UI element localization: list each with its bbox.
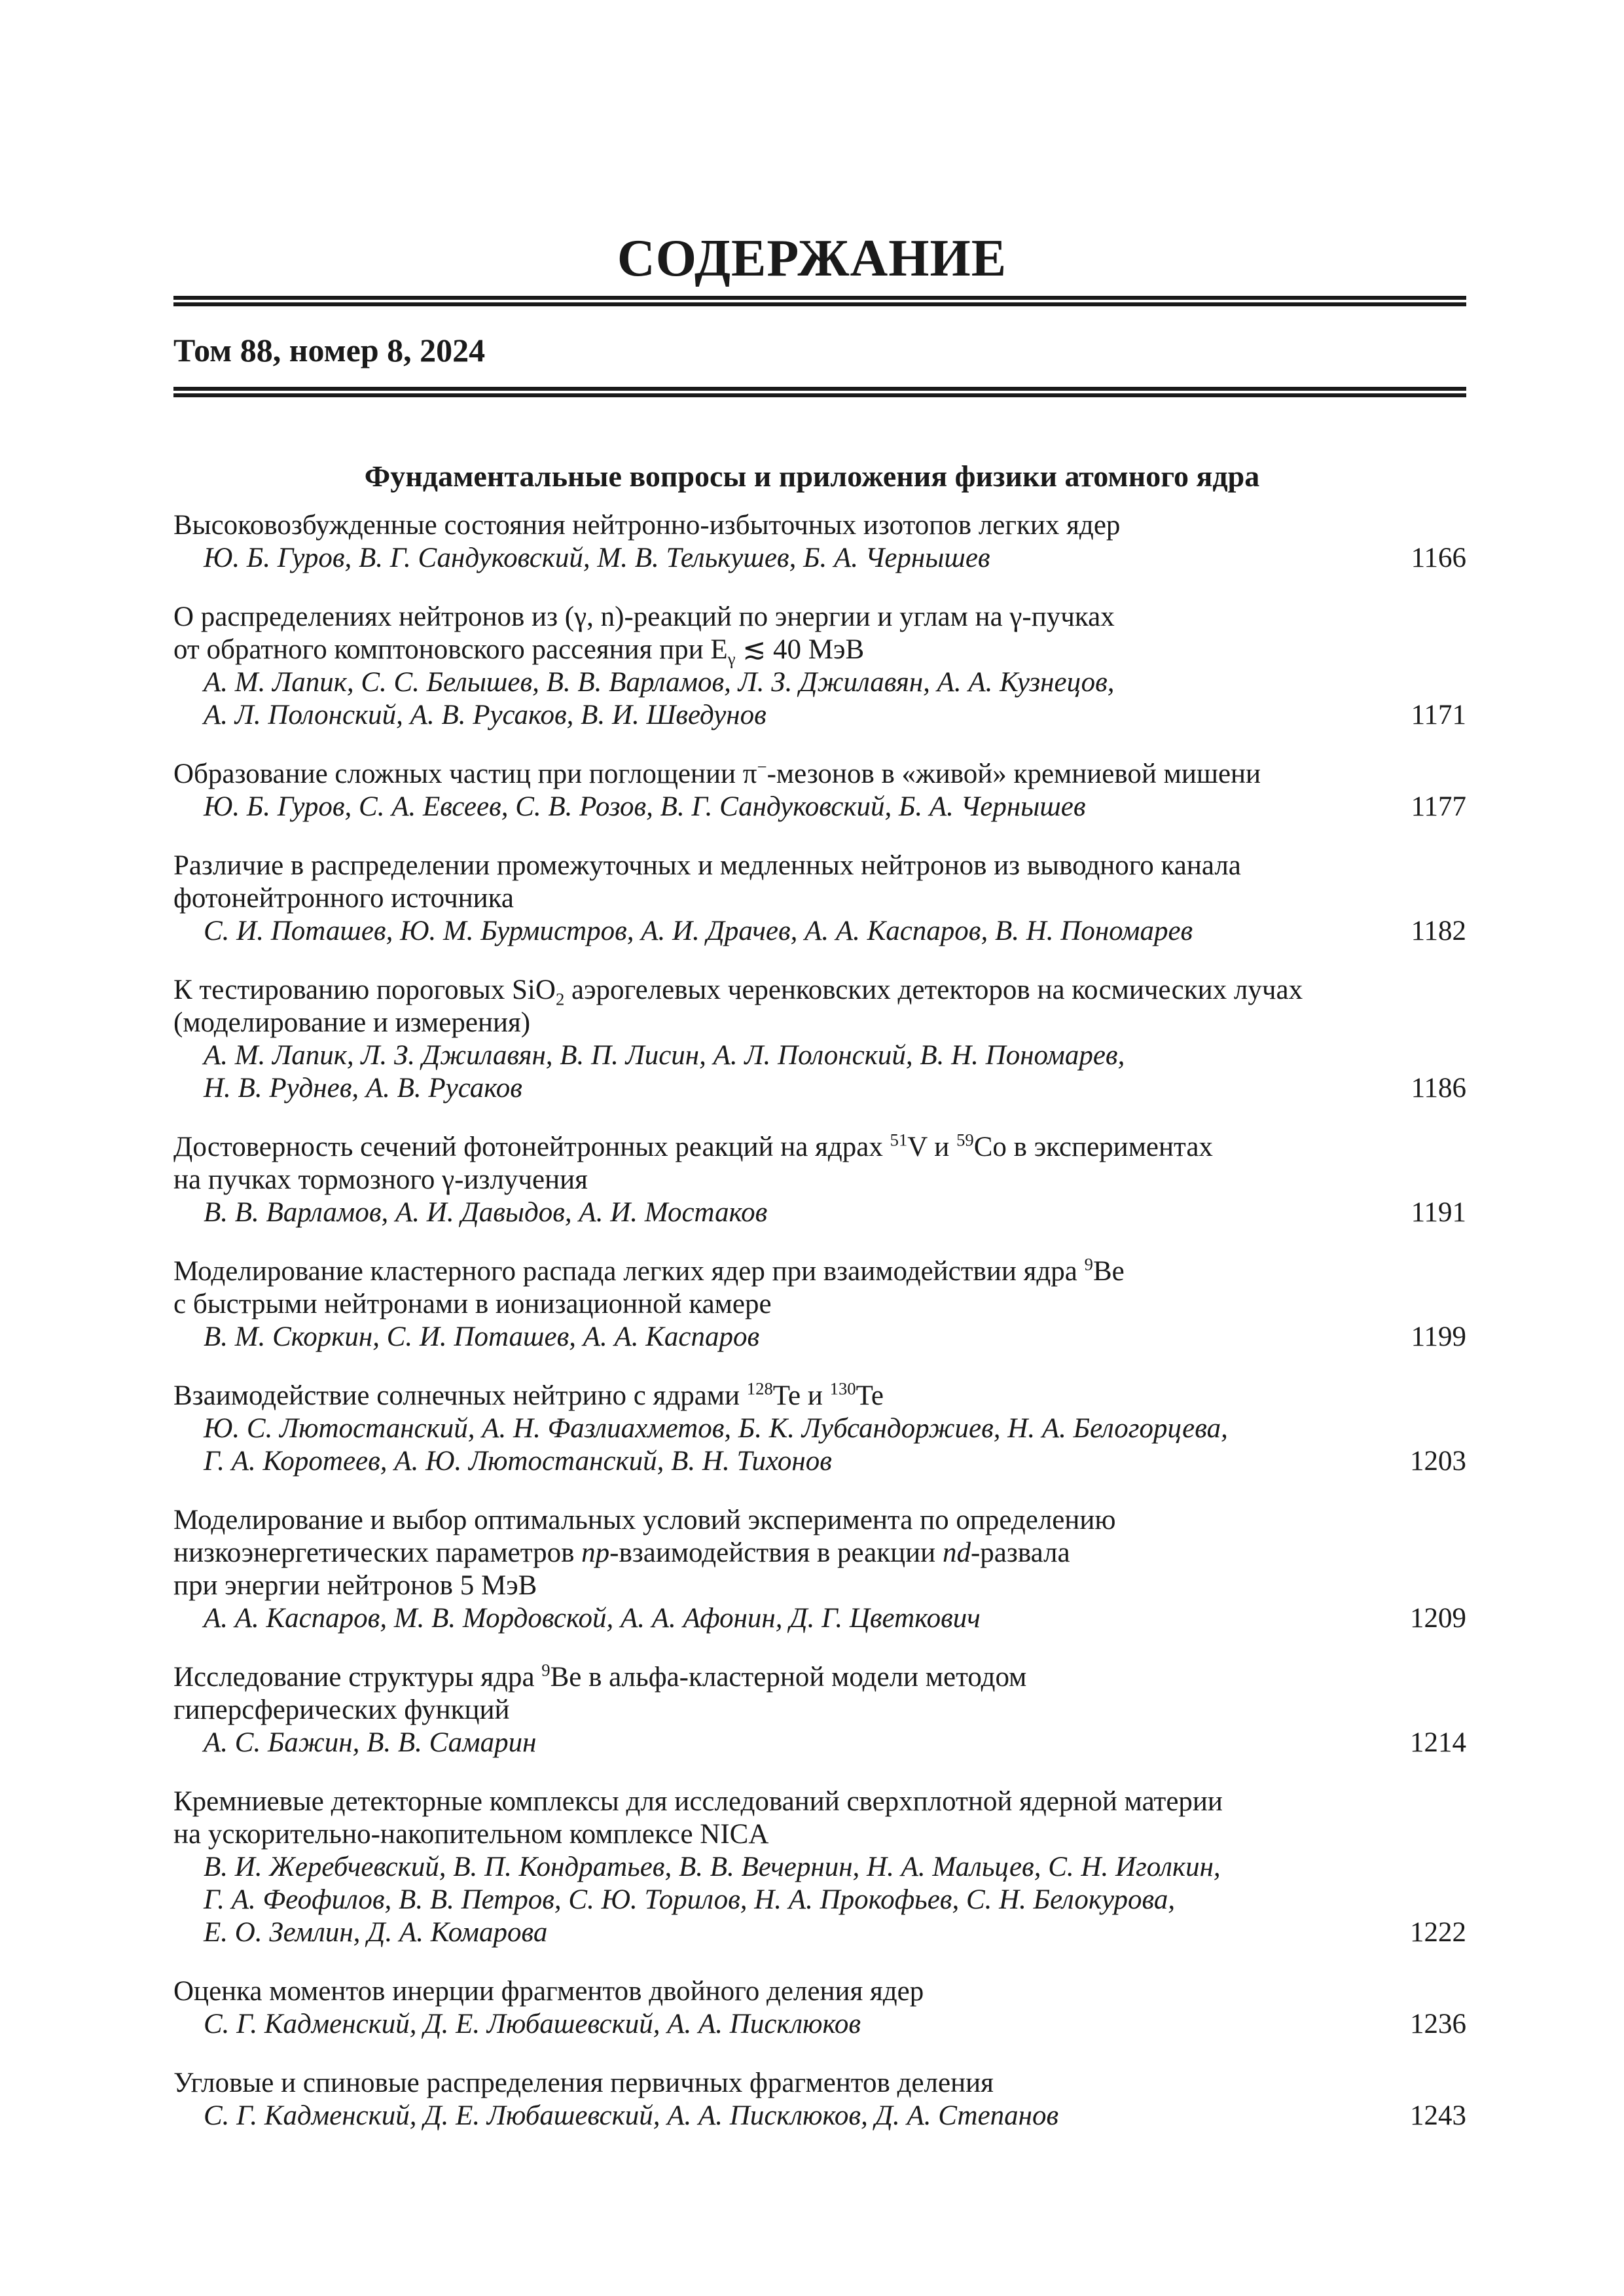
page-number: 1191 <box>1411 1197 1466 1228</box>
article-authors <box>173 542 1466 575</box>
article-title <box>173 1785 1466 1851</box>
article-title-line: низкоэнергетических параметров np-взаимодействия в реакции nd-развала <box>173 1537 1070 1568</box>
article-authors <box>173 791 1466 823</box>
article-authors-line: С. И. Поташев, Ю. М. Бурмистров, А. И. Драчев, А. А. Каспаров, В. Н. Пономарев <box>204 916 1193 946</box>
toc-entry[interactable] <box>173 974 1466 1105</box>
article-authors-line: С. Г. Кадменский, Д. Е. Любашевский, А. А. Писклюков <box>204 2009 861 2039</box>
article-title-line: Достоверность сечений фотонейтронных реакций на ядрах $^{51}$V и $^{59}$Co в экспериментах <box>173 1130 1213 1162</box>
article-authors <box>173 1727 1466 1759</box>
toc-entry[interactable] <box>173 1380 1466 1478</box>
issue-info: Том 88, номер 8, 2024 <box>173 332 486 368</box>
article-title <box>173 850 1466 915</box>
toc-entry[interactable] <box>173 509 1466 575</box>
article-authors <box>173 1039 1466 1105</box>
article-title-line: Высоковозбужденные состояния нейтронно-избыточных изотопов легких ядер <box>173 510 1121 541</box>
header-top-rule <box>173 296 1466 306</box>
section-heading: Фундаментальные вопросы и приложения физики атомного ядра <box>364 459 1260 493</box>
article-authors-line: Ю. Б. Гуров, С. А. Евсеев, С. В. Розов, В. Г. Сандуковский, Б. А. Чернышев <box>204 791 1086 822</box>
article-title <box>173 974 1466 1039</box>
toc-entry[interactable] <box>173 1975 1466 2041</box>
page-title: СОДЕРЖАНИЕ <box>617 230 1007 287</box>
article-title-line: на ускорительно-накопительном комплексе NICA <box>173 1819 769 1850</box>
article-title-line: Моделирование кластерного распада легких ядер при взаимодействии ядра $^9$Be <box>173 1254 1125 1287</box>
article-title-line: Образование сложных частиц при поглощении π−-мезонов в «живой» кремниевой мишени <box>173 757 1261 789</box>
toc-entry[interactable] <box>173 758 1466 823</box>
page-number: 1236 <box>1410 2009 1466 2039</box>
article-title-line: фотонейтронного источника <box>173 883 514 914</box>
article-title <box>173 2067 1466 2100</box>
article-authors <box>173 1321 1466 1354</box>
page-number: 1203 <box>1410 1446 1466 1477</box>
page-number: 1214 <box>1410 1727 1466 1758</box>
article-authors-line: Ю. С. Лютостанский, А. Н. Фазлиахметов, Б. К. Лубсандоржиев, Н. А. Белогорцева, <box>204 1413 1228 1444</box>
article-authors-line: В. В. Варламов, А. И. Давыдов, А. И. Мостаков <box>204 1197 768 1228</box>
page-number: 1171 <box>1411 700 1466 730</box>
page-number: 1177 <box>1411 791 1466 822</box>
article-title-line: (моделирование и измерения) <box>173 1007 531 1038</box>
article-title <box>173 1975 1466 2008</box>
article-authors-line: В. М. Скоркин, С. И. Поташев, А. А. Каспаров <box>204 1321 760 1352</box>
article-title <box>173 601 1466 669</box>
article-title <box>173 1131 1466 1196</box>
article-title-line: Оценка моментов инерции фрагментов двойного деления ядер <box>173 1976 924 2007</box>
article-title <box>173 509 1466 542</box>
article-authors <box>173 1602 1466 1635</box>
article-title-line: на пучках тормозного γ-излучения <box>173 1164 588 1195</box>
article-title <box>173 1380 1466 1412</box>
article-title-line: при энергии нейтронов 5 МэВ <box>173 1570 537 1601</box>
article-authors-line: Ю. Б. Гуров, В. Г. Сандуковский, М. В. Телькушев, Б. А. Чернышев <box>204 543 990 573</box>
page-number: 1186 <box>1411 1073 1466 1103</box>
article-authors <box>173 915 1466 948</box>
page-number: 1243 <box>1410 2100 1466 2131</box>
article-authors <box>173 1196 1466 1229</box>
article-title <box>173 758 1466 791</box>
article-authors <box>173 2100 1466 2132</box>
article-title-line: Взаимодействие солнечных нейтрино с ядрами $^{128}$Te и $^{130}$Te <box>173 1378 884 1411</box>
article-title <box>173 1504 1466 1602</box>
article-title-line: Кремниевые детекторные комплексы для исследований сверхплотной ядерной материи <box>173 1786 1223 1817</box>
page-number: 1166 <box>1411 543 1466 573</box>
article-title-line: О распределениях нейтронов из (γ, n)-реакций по энергии и углам на γ-пучках <box>173 601 1115 632</box>
toc-entry[interactable] <box>173 1504 1466 1635</box>
header-bottom-rule <box>173 387 1466 397</box>
article-authors <box>173 2008 1466 2041</box>
toc-entry[interactable] <box>173 850 1466 948</box>
article-title-line: Исследование структуры ядра $^9$Be в альфа-кластерной модели методом <box>173 1660 1027 1693</box>
article-authors-line: В. И. Жеребчевский, В. П. Кондратьев, В. В. Вечернин, Н. А. Мальцев, С. Н. Иголкин, <box>204 1852 1221 1882</box>
article-authors-line: А. М. Лапик, Л. З. Джилавян, В. П. Лисин, А. Л. Полонский, В. Н. Пономарев, <box>204 1040 1125 1071</box>
toc-entry[interactable] <box>173 2067 1466 2132</box>
article-authors-line: А. С. Бажин, В. В. Самарин <box>204 1727 537 1758</box>
article-title <box>173 1255 1466 1321</box>
article-title-line: К тестированию пороговых SiO$_2$ аэрогелевых черенковских детекторов на космических лучах <box>173 975 1303 1009</box>
page-number: 1209 <box>1410 1603 1466 1634</box>
article-title-line: гиперсферических функций <box>173 1695 510 1725</box>
article-title <box>173 1661 1466 1727</box>
toc-entry[interactable] <box>173 1661 1466 1759</box>
toc-entry[interactable] <box>173 601 1466 732</box>
table-of-contents <box>173 509 1466 2159</box>
page-number: 1199 <box>1411 1321 1466 1352</box>
article-title-line: с быстрыми нейтронами в ионизационной камере <box>173 1289 772 1319</box>
article-authors-line: А. Л. Полонский, А. В. Русаков, В. И. Шведунов <box>204 700 767 730</box>
article-authors-line: Н. В. Руднев, А. В. Русаков <box>204 1073 522 1103</box>
article-title-line: Различие в распределении промежуточных и медленных нейтронов из выводного канала <box>173 850 1241 881</box>
article-authors-line: Г. А. Коротеев, А. Ю. Лютостанский, В. Н. Тихонов <box>204 1446 832 1477</box>
article-authors <box>173 1851 1466 1949</box>
article-authors-line: А. М. Лапик, С. С. Белышев, В. В. Варламов, Л. З. Джилавян, А. А. Кузнецов, <box>204 667 1115 698</box>
article-authors-line: А. А. Каспаров, М. В. Мордовской, А. А. Афонин, Д. Г. Цветкович <box>204 1603 981 1634</box>
article-title-line: Угловые и спиновые распределения первичных фрагментов деления <box>173 2068 994 2098</box>
article-authors <box>173 666 1466 732</box>
page-number: 1222 <box>1410 1917 1466 1948</box>
article-title-line: от обратного комптоновского рассеяния при $E_\gamma$ ≲ 40 МэВ <box>173 634 865 669</box>
toc-entry[interactable] <box>173 1131 1466 1229</box>
page-number: 1182 <box>1411 916 1466 946</box>
toc-entry[interactable] <box>173 1255 1466 1354</box>
article-authors-line: Г. А. Феофилов, В. В. Петров, С. Ю. Торилов, Н. А. Прокофьев, С. Н. Белокурова, <box>204 1884 1176 1915</box>
article-authors <box>173 1412 1466 1478</box>
toc-entry[interactable] <box>173 1785 1466 1949</box>
article-authors-line: С. Г. Кадменский, Д. Е. Любашевский, А. А. Писклюков, Д. А. Степанов <box>204 2100 1059 2131</box>
article-title-line: Моделирование и выбор оптимальных условий эксперимента по определению <box>173 1505 1116 1535</box>
article-authors-line: Е. О. Землин, Д. А. Комарова <box>204 1917 548 1948</box>
